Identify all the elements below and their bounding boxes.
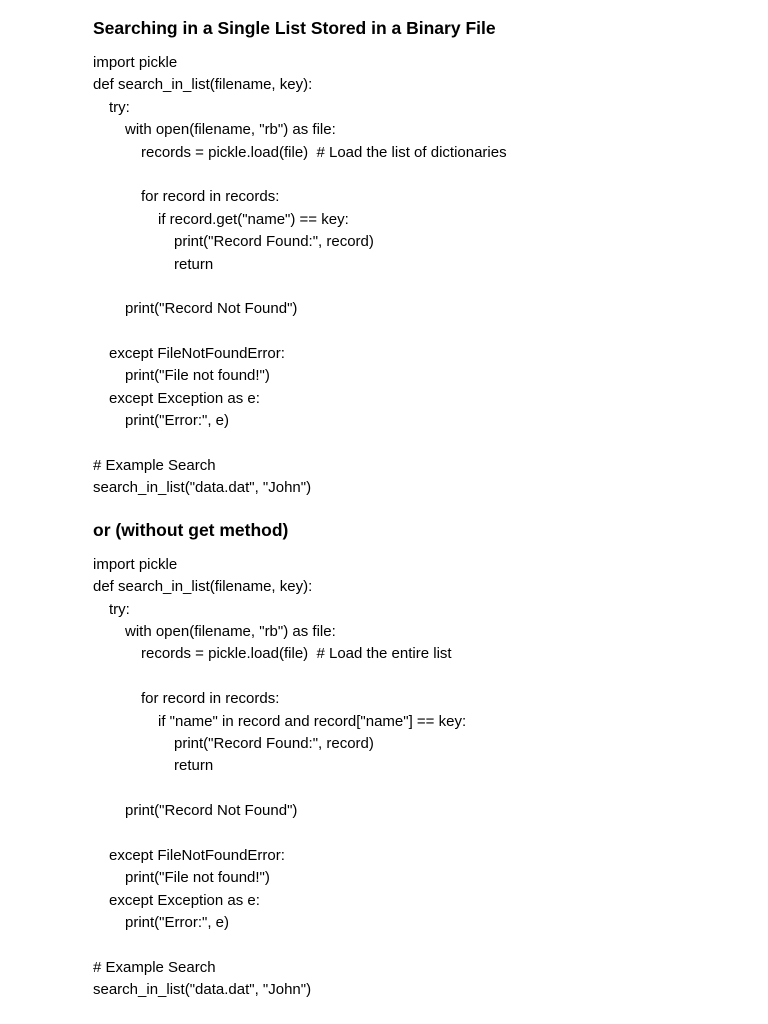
- section-subheading: or (without get method): [93, 519, 289, 540]
- code-line: with open(filename, "rb") as file:: [125, 121, 336, 139]
- code-line: [93, 778, 753, 800]
- code-line: except FileNotFoundError:: [109, 846, 285, 864]
- code-line: import pickle: [93, 555, 178, 573]
- alternative-section: [93, 518, 753, 1002]
- code-line: print("Record Not Found"): [125, 300, 298, 318]
- code-block-1: [93, 52, 753, 500]
- code-line: import pickle: [93, 54, 178, 71]
- code-line: if "name" in record and record["name"] == key:: [158, 712, 467, 730]
- code-line: [93, 934, 753, 956]
- code-line: if record.get("name") == key:: [158, 210, 349, 228]
- code-line: return: [174, 255, 214, 273]
- code-line: try:: [109, 600, 130, 618]
- code-line: print("Record Not Found"): [125, 802, 298, 820]
- code-line: except Exception as e:: [109, 891, 260, 909]
- code-line: [93, 164, 753, 186]
- code-line: for record in records:: [141, 690, 280, 708]
- code-line: # Example Search: [93, 457, 216, 475]
- code-line: return: [174, 757, 214, 775]
- code-line: search_in_list("data.dat", "John"): [93, 981, 312, 999]
- code-line: except Exception as e:: [109, 389, 260, 407]
- page-title: Searching in a Single List Stored in a Binary File: [93, 18, 496, 38]
- code-line: [93, 823, 753, 845]
- code-line: # Example Search: [93, 958, 216, 976]
- code-line: print("Error:", e): [125, 412, 229, 430]
- code-line: search_in_list("data.dat", "John"): [93, 479, 312, 497]
- code-line: print("Error:", e): [125, 914, 229, 932]
- code-line: except FileNotFoundError:: [109, 345, 285, 363]
- code-line: print("File not found!"): [125, 869, 270, 887]
- code-line: [93, 321, 753, 343]
- code-block-2: [93, 554, 753, 1002]
- code-line: for record in records:: [141, 188, 280, 206]
- code-line: records = pickle.load(file) # Load the list of dictionaries: [141, 143, 507, 161]
- code-line: print("Record Found:", record): [174, 233, 374, 251]
- code-line: print("File not found!"): [125, 367, 270, 385]
- code-line: [93, 276, 753, 298]
- code-line: [93, 666, 753, 688]
- code-line: def search_in_list(filename, key):: [93, 76, 313, 94]
- document-page: [93, 16, 753, 1002]
- code-line: def search_in_list(filename, key):: [93, 578, 313, 596]
- code-line: [93, 433, 753, 455]
- code-line: print("Record Found:", record): [174, 734, 374, 752]
- code-line: try:: [109, 98, 130, 116]
- code-line: records = pickle.load(file) # Load the entire list: [141, 645, 452, 663]
- code-line: with open(filename, "rb") as file:: [125, 622, 336, 640]
